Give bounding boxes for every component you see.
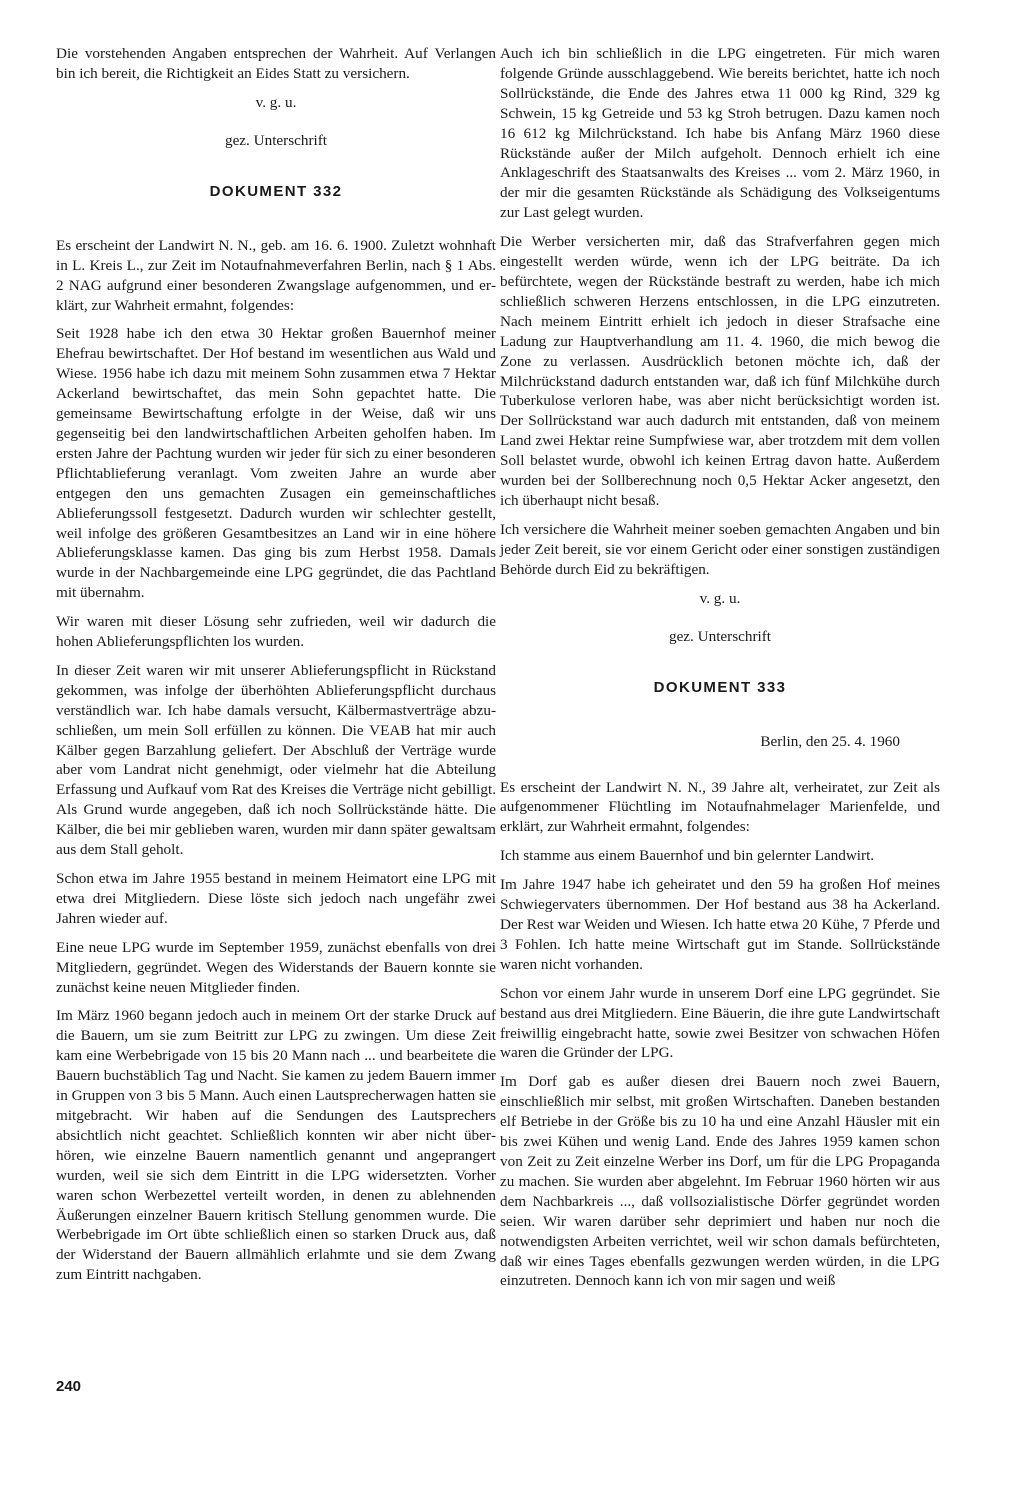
paragraph: Ich versichere die Wahrheit meiner soeben gemachten Angaben und bin jeder Zeit bereit, sie vor einem Gericht oder einer sonstigen zuständigen Behörde durch Eid zu bekräftigen. [500, 520, 940, 578]
paragraph: Die Werber versicherten mir, daß das Strafverfahren gegen mich eingestellt werden würde, wenn ich der LPG beiträte. Da ich befürchtete, wegen der Rückstände bestraft zu werden, habe ich mich schließlich schweren Herzens entschlossen, in die LPG einzutreten. Nach meinem Eintritt erhielt ich jedoch in dieser Strafsache eine Ladung zur Hauptverhandlung am 11. 4. 1960, die mich bewog die Zone zu verlassen. Ausdrücklich betonen möchte ich, daß der Milchrückstand dadurch entstanden war, daß ich fünf Milchkühe durch Tuberkulose verloren habe, was aber nicht berücksichtigt worden ist. Der Sollrückstand war auch dadurch mit entstanden, daß von meinem Land zwei Hektar reine Sumpfwiese war, aber trotzdem mit dem vollen Soll belastet wurde, obwohl ich keinen Ertrag davon hatte. Außerdem wurden bei der Sollberechnung noch 0,5 Hektar Acker angesetzt, den ich überhaupt nicht besaß. [500, 233, 940, 509]
paragraph: Es erscheint der Landwirt N. N., 39 Jahre alt, verheiratet, zur Zeit als aufgenommener Flüchtling im Notaufnahmelager Marienfelde, und erklärt, zur Wahrheit ermahnt, folgendes: [500, 778, 940, 836]
vgu-mark: v. g. u. [699, 589, 741, 607]
vgu-mark: v. g. u. [255, 93, 297, 111]
signature-line: gez. Unterschrift [224, 131, 328, 149]
paragraph: Im Jahre 1947 habe ich geheiratet und den 59 ha großen Hof meines Schwiegervaters übernommen. Der Hof bestand aus 38 ha Ackerland. Der Rest war Weiden und Wiesen. Ich hatte etwa 20 Kühe, 7 Pferde und 3 Fohlen. Ich hatte meine Wirtschaft gut im Stande. Sollrückstände waren nicht vorhanden. [500, 876, 940, 973]
paragraph: In dieser Zeit waren wir mit unserer Ablieferungspflicht in Rückstand gekommen, was infolge der überhöhten Ablieferungspflicht durchaus verständlich war. Ich habe damals versucht, Kälbermastverträge abzuschließen, um mein Soll erfüllen zu können. Die VEAB hat mir auch Kälber gegen Barzahlung geliefert. Der Abschluß der Verträge wurde aber vom Landrat nicht genehmigt, oder vielmehr hat die Abteilung Erfassung und Aufkauf vom Rat des Kreises die Verträge nicht gebilligt. Als Grund wurde angegeben, daß ich noch Sollrückstände hätte. Die Kälber, die bei mir geblieben waren, wurden mir dann später gewaltsam aus dem Stall geholt. [56, 661, 496, 859]
paragraph: Ich stamme aus einem Bauernhof und bin gelernter Landwirt. [500, 847, 875, 865]
paragraph: Im März 1960 begann jedoch auch in meinem Ort der starke Druck auf die Bauern, um sie zum Beitritt zur LPG zu zwingen. Um diese Zeit kam eine Werbebrigade von 15 bis 20 Mann nach ... und bearbeitete die Bauern buchstäblich Tag und Nacht. Sie kamen zu jedem Bauern immer in Gruppen von 3 bis 5 Mann. Auch einen Lautsprecherwagen hatten sie mitgebracht. Wir haben auf die Sendungen des Lautsprechers absichtlich nicht geachtet. Schließlich konnten wir aber nicht überhören, wie einzelne Bauern namentlich genannt und angeprangert wurden, weil sie sich dem Eintritt in die LPG widersetzten. Vorher waren schon Werbezettel verteilt worden, in denen zu ablehnenden Äußerungen einzelner Bauern kritisch Stellung genommen wurde. Die Werbebrigade im Ort übte schließlich einen so starken Druck aus, daß der Widerstand der Bauern allmählich erlahmte und sie dem Zwang zum Eintritt nachgaben. [56, 1007, 496, 1284]
paragraph: Eine neue LPG wurde im September 1959, zunächst ebenfalls von drei Mitgliedern, gegründet. Wegen des Widerstands der Bauern konnte sie zunächst keine neuen Mitglieder finden. [56, 938, 496, 996]
paragraph: Es erscheint der Landwirt N. N., geb. am 16. 6. 1900. Zuletzt wohnhaft in L. Kreis L., zur Zeit im Notaufnahmeverfahren Berlin, nach § 1 Abs. 2 NAG aufgrund einer besonderen Zwangslage aufgenommen, und erklärt, zur Wahrheit ermahnt, folgendes: [56, 236, 496, 314]
left-column [56, 44, 496, 1294]
page-number: 240 [56, 1378, 82, 1395]
paragraph: Im Dorf gab es außer diesen drei Bauern noch zwei Bauern, einschließlich mir selbst, mit großen Wirtschaften. Daneben bestanden elf Betriebe in der Größe bis zu 10 ha und eine Anzahl Häusler mit ein bis zwei Kühen und wenig Land. Ende des Jahres 1959 kamen schon von Zeit zu Zeit einzelne Werber ins Dorf, um für die LPG Propaganda zu machen. Sie wurden aber abgelehnt. Im Februar 1960 hörten wir aus dem Nachbarkreis ..., daß vollsozialistische Dörfer gegründet worden seien. Wir waren darüber sehr deprimiert und haben nur noch die notwendigsten Arbeiten verrichtet, weil wir schon damals befürchteten, daß wir eines Tages ebenfalls gezwungen werden würden, in die LPG einzutreten. Dennoch kann ich von mir sagen und weiß [500, 1073, 940, 1290]
document-heading: DOKUMENT 333 [653, 678, 787, 696]
paragraph: Auch ich bin schließlich in die LPG eingetreten. Für mich waren folgende Gründe ausschlaggebend. Wie bereits berichtet, hatte ich noch Sollrückstände, die Ende des Jahres etwa 11 000 kg Rind, 329 kg Schwein, 15 kg Getreide und 53 kg Stroh betrugen. Dazu kamen noch 16 612 kg Milchrückstand. Ich habe bis Anfang März 1960 diese Rückstände außer der Milch aufgeholt. Dennoch erhielt ich eine Anklageschrift des Staatsanwalts des Kreises ... vom 2. März 1960, in der mir die gesamten Rückstände als Schädigung des Volkseigentums zur Last gelegt wurden. [500, 45, 940, 222]
date-line: Berlin, den 25. 4. 1960 [760, 732, 900, 750]
right-column [500, 44, 940, 1300]
signature-line: gez. Unterschrift [668, 627, 772, 645]
document-heading: DOKUMENT 332 [209, 182, 343, 200]
paragraph: Schon etwa im Jahre 1955 bestand in meinem Heimatort eine LPG mit etwa drei Mitgliedern. Diese löste sich jedoch nach ungefähr zwei Jahren wieder auf. [56, 870, 496, 927]
paragraph: Wir waren mit dieser Lösung sehr zufrieden, weil wir dadurch die hohen Ablieferungspflichten los wurden. [56, 613, 496, 651]
paragraph: Seit 1928 habe ich den etwa 30 Hektar großen Bauernhof meiner Ehefrau bewirtschaftet. Der Hof bestand im wesentlichen aus Wald und Wiese. 1956 habe ich dazu mit meinem Sohn zusammen etwa 7 Hektar Ackerland bewirtschaftet, das mein Sohn gepachtet hatte. Die gemeinsame Bewirtschaftung erfolgte in der Weise, daß wir uns gegenseitig bei den landwirtschaftlichen Arbeiten geholfen haben. Im ersten Jahre der Pachtung wurden wir jeder für sich zu einer besonderen Pflichtablieferung veranlagt. Vom zweiten Jahre an wurde aber entgegen den uns gemachten Zusagen ein gemeinschaftliches Ablieferungssoll festgesetzt. Dadurch wurden wir schlechter gestellt, weil infolge des größeren Gesamtbesitzes an Land wir in eine höhere Ablieferungsklasse kamen. Das ging bis zum Herbst 1958. Damals wurde in der Nachbargemeinde eine LPG gegründet, die das Pachtland mit übernahm. [56, 325, 496, 602]
paragraph: Schon vor einem Jahr wurde in unserem Dorf eine LPG gegründet. Sie bestand aus drei Mitgliedern. Eine Bäuerin, die ihre gute Landwirtschaft freiwillig eingebracht hatte, sowie zwei Besitzer von schwachen Höfen waren die Gründer der LPG. [500, 984, 940, 1062]
intro-paragraph: Die vorstehenden Angaben entsprechen der Wahrheit. Auf Verlangen bin ich bereit, die Richtigkeit an Eides Statt zu versichern. [56, 45, 496, 82]
